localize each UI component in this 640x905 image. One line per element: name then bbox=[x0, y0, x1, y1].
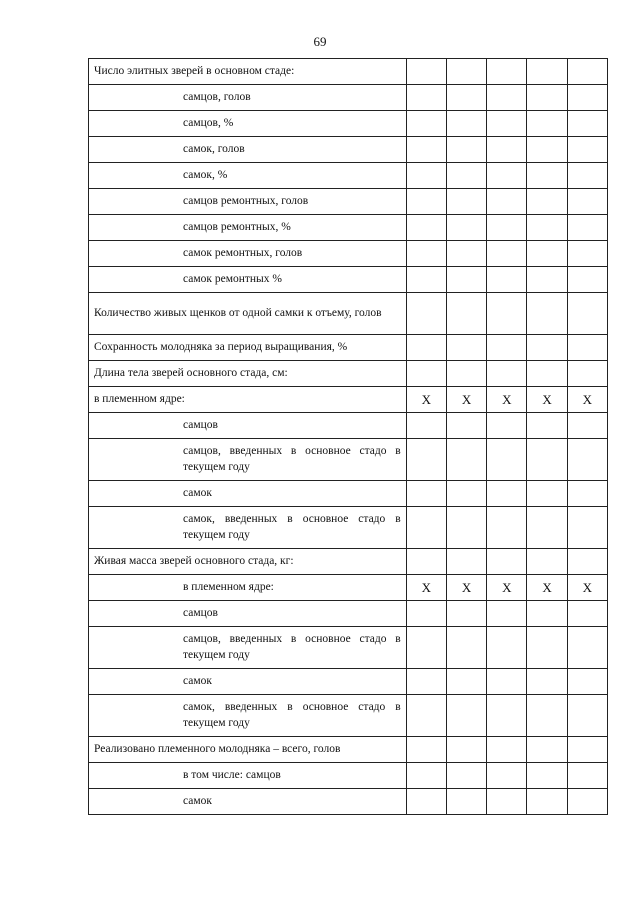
table-row bbox=[89, 215, 608, 241]
value-cell[interactable] bbox=[527, 481, 567, 507]
value-cell[interactable] bbox=[406, 293, 446, 335]
page-number: 69 bbox=[313, 34, 327, 49]
value-cell[interactable] bbox=[446, 85, 486, 111]
value-cell[interactable] bbox=[406, 669, 446, 695]
value-cell[interactable] bbox=[446, 293, 486, 335]
value-cell[interactable] bbox=[406, 267, 446, 293]
value-cell[interactable] bbox=[487, 163, 527, 189]
value-cell[interactable] bbox=[487, 627, 527, 669]
value-cell[interactable] bbox=[487, 695, 527, 737]
value-cell[interactable] bbox=[527, 335, 567, 361]
value-cell[interactable] bbox=[406, 215, 446, 241]
table-row bbox=[89, 387, 608, 413]
value-cell[interactable] bbox=[487, 241, 527, 267]
value-cell[interactable] bbox=[567, 267, 607, 293]
value-cell[interactable] bbox=[527, 241, 567, 267]
row-label: самцов bbox=[89, 413, 407, 439]
row-label: самцов ремонтных, голов bbox=[89, 189, 407, 215]
value-cell[interactable] bbox=[446, 413, 486, 439]
value-cell[interactable] bbox=[487, 737, 527, 763]
value-cell[interactable] bbox=[406, 627, 446, 669]
value-cell[interactable] bbox=[406, 163, 446, 189]
value-cell[interactable] bbox=[567, 85, 607, 111]
value-cell[interactable] bbox=[446, 669, 486, 695]
value-cell[interactable] bbox=[567, 59, 607, 85]
value-cell[interactable] bbox=[527, 627, 567, 669]
value-cell[interactable]: Х bbox=[567, 387, 607, 413]
row-label: самцов, голов bbox=[89, 85, 407, 111]
row-label: самцов bbox=[89, 601, 407, 627]
value-cell[interactable] bbox=[446, 695, 486, 737]
value-cell[interactable] bbox=[567, 481, 607, 507]
value-cell[interactable] bbox=[487, 137, 527, 163]
value-cell[interactable] bbox=[487, 59, 527, 85]
row-label: самцов ремонтных, % bbox=[89, 215, 407, 241]
value-cell[interactable] bbox=[406, 601, 446, 627]
value-cell[interactable] bbox=[406, 789, 446, 815]
livestock-form-table bbox=[88, 58, 608, 815]
value-cell[interactable] bbox=[446, 241, 486, 267]
value-cell[interactable] bbox=[567, 439, 607, 481]
row-label: самок ремонтных % bbox=[89, 267, 407, 293]
value-cell[interactable] bbox=[446, 507, 486, 549]
value-cell[interactable] bbox=[487, 507, 527, 549]
value-cell[interactable] bbox=[567, 413, 607, 439]
value-cell[interactable] bbox=[446, 335, 486, 361]
value-cell[interactable] bbox=[487, 481, 527, 507]
value-cell[interactable] bbox=[567, 763, 607, 789]
table-row bbox=[89, 111, 608, 137]
value-cell[interactable] bbox=[446, 789, 486, 815]
value-cell[interactable] bbox=[527, 293, 567, 335]
value-cell[interactable] bbox=[527, 439, 567, 481]
value-cell[interactable] bbox=[446, 361, 486, 387]
value-cell[interactable] bbox=[446, 137, 486, 163]
row-label: самцов, введенных в основное стадо в текущем году bbox=[89, 627, 407, 669]
value-cell[interactable] bbox=[487, 361, 527, 387]
value-cell[interactable] bbox=[406, 241, 446, 267]
value-cell[interactable] bbox=[567, 163, 607, 189]
value-cell[interactable] bbox=[446, 59, 486, 85]
value-cell[interactable] bbox=[487, 439, 527, 481]
row-label: самцов, % bbox=[89, 111, 407, 137]
row-label: самок, голов bbox=[89, 137, 407, 163]
value-cell[interactable] bbox=[567, 293, 607, 335]
value-cell[interactable] bbox=[406, 111, 446, 137]
table-row bbox=[89, 163, 608, 189]
row-label: в том числе: самцов bbox=[89, 763, 407, 789]
value-cell[interactable] bbox=[527, 601, 567, 627]
row-label: Реализовано племенного молодняка – всего, голов bbox=[89, 737, 407, 763]
value-cell[interactable] bbox=[406, 189, 446, 215]
value-cell[interactable] bbox=[406, 439, 446, 481]
value-cell[interactable] bbox=[527, 549, 567, 575]
value-cell[interactable] bbox=[487, 335, 527, 361]
row-label: самок bbox=[89, 789, 407, 815]
table-row bbox=[89, 335, 608, 361]
row-label: самок, введенных в основное стадо в текущем году bbox=[89, 695, 407, 737]
value-cell[interactable] bbox=[567, 111, 607, 137]
value-cell[interactable] bbox=[527, 163, 567, 189]
value-cell[interactable] bbox=[406, 763, 446, 789]
value-cell[interactable]: Х bbox=[446, 387, 486, 413]
value-cell[interactable] bbox=[487, 763, 527, 789]
value-cell[interactable] bbox=[406, 335, 446, 361]
value-cell[interactable] bbox=[487, 189, 527, 215]
row-label: Количество живых щенков от одной самки к отъему, голов bbox=[89, 293, 407, 335]
value-cell[interactable] bbox=[446, 439, 486, 481]
table-row bbox=[89, 627, 608, 669]
table-row bbox=[89, 189, 608, 215]
value-cell[interactable] bbox=[487, 293, 527, 335]
value-cell[interactable] bbox=[406, 137, 446, 163]
table-row bbox=[89, 601, 608, 627]
row-label: Число элитных зверей в основном стаде: bbox=[89, 59, 407, 85]
table-row bbox=[89, 439, 608, 481]
table-row bbox=[89, 575, 608, 601]
value-cell[interactable] bbox=[446, 481, 486, 507]
value-cell[interactable] bbox=[567, 361, 607, 387]
table-row bbox=[89, 361, 608, 387]
value-cell[interactable] bbox=[446, 111, 486, 137]
value-cell[interactable] bbox=[406, 361, 446, 387]
value-cell[interactable] bbox=[487, 215, 527, 241]
value-cell[interactable] bbox=[406, 737, 446, 763]
table-row bbox=[89, 549, 608, 575]
value-cell[interactable] bbox=[527, 137, 567, 163]
row-label: в племенном ядре: bbox=[89, 387, 407, 413]
table-row bbox=[89, 763, 608, 789]
value-cell[interactable] bbox=[446, 163, 486, 189]
value-cell[interactable] bbox=[487, 549, 527, 575]
row-label: самок bbox=[89, 481, 407, 507]
value-cell[interactable] bbox=[406, 507, 446, 549]
table-row bbox=[89, 85, 608, 111]
value-cell[interactable]: Х bbox=[527, 575, 567, 601]
value-cell[interactable] bbox=[487, 789, 527, 815]
table-row bbox=[89, 695, 608, 737]
value-cell[interactable] bbox=[567, 215, 607, 241]
table-row bbox=[89, 267, 608, 293]
value-cell[interactable] bbox=[406, 549, 446, 575]
value-cell[interactable] bbox=[567, 335, 607, 361]
value-cell[interactable] bbox=[527, 507, 567, 549]
table-row bbox=[89, 241, 608, 267]
table-row bbox=[89, 669, 608, 695]
row-label: самок ремонтных, голов bbox=[89, 241, 407, 267]
value-cell[interactable] bbox=[567, 601, 607, 627]
value-cell[interactable] bbox=[487, 669, 527, 695]
row-label: самок, введенных в основное стадо в текущем году bbox=[89, 507, 407, 549]
value-cell[interactable]: Х bbox=[446, 575, 486, 601]
value-cell[interactable] bbox=[446, 737, 486, 763]
value-cell[interactable] bbox=[446, 763, 486, 789]
table-row bbox=[89, 507, 608, 549]
value-cell[interactable] bbox=[567, 669, 607, 695]
value-cell[interactable] bbox=[446, 601, 486, 627]
table-row bbox=[89, 737, 608, 763]
value-cell[interactable] bbox=[527, 59, 567, 85]
value-cell[interactable] bbox=[406, 85, 446, 111]
value-cell[interactable]: Х bbox=[527, 387, 567, 413]
table-row bbox=[89, 413, 608, 439]
value-cell[interactable] bbox=[527, 189, 567, 215]
value-cell[interactable] bbox=[446, 267, 486, 293]
value-cell[interactable]: Х bbox=[406, 387, 446, 413]
value-cell[interactable] bbox=[446, 627, 486, 669]
value-cell[interactable] bbox=[567, 549, 607, 575]
value-cell[interactable]: Х bbox=[567, 575, 607, 601]
value-cell[interactable] bbox=[567, 789, 607, 815]
value-cell[interactable]: Х bbox=[487, 387, 527, 413]
value-cell[interactable] bbox=[527, 669, 567, 695]
value-cell[interactable] bbox=[527, 695, 567, 737]
row-label: самок bbox=[89, 669, 407, 695]
row-label: в племенном ядре: bbox=[89, 575, 407, 601]
table-row bbox=[89, 293, 608, 335]
value-cell[interactable] bbox=[527, 789, 567, 815]
table-row bbox=[89, 59, 608, 85]
table-row bbox=[89, 481, 608, 507]
value-cell[interactable] bbox=[567, 189, 607, 215]
value-cell[interactable] bbox=[406, 481, 446, 507]
row-label: самок, % bbox=[89, 163, 407, 189]
value-cell[interactable] bbox=[446, 215, 486, 241]
value-cell[interactable] bbox=[487, 601, 527, 627]
value-cell[interactable] bbox=[567, 137, 607, 163]
value-cell[interactable] bbox=[487, 267, 527, 293]
value-cell[interactable] bbox=[567, 507, 607, 549]
table-row bbox=[89, 137, 608, 163]
value-cell[interactable] bbox=[446, 189, 486, 215]
value-cell[interactable] bbox=[527, 737, 567, 763]
row-label: самцов, введенных в основное стадо в текущем году bbox=[89, 439, 407, 481]
value-cell[interactable] bbox=[446, 549, 486, 575]
value-cell[interactable] bbox=[527, 85, 567, 111]
value-cell[interactable]: Х bbox=[487, 575, 527, 601]
value-cell[interactable] bbox=[406, 695, 446, 737]
value-cell[interactable] bbox=[527, 413, 567, 439]
value-cell[interactable] bbox=[567, 627, 607, 669]
value-cell[interactable] bbox=[567, 241, 607, 267]
value-cell[interactable] bbox=[567, 695, 607, 737]
value-cell[interactable] bbox=[487, 111, 527, 137]
value-cell[interactable] bbox=[527, 111, 567, 137]
value-cell[interactable] bbox=[487, 85, 527, 111]
value-cell[interactable] bbox=[527, 215, 567, 241]
value-cell[interactable] bbox=[527, 763, 567, 789]
value-cell[interactable] bbox=[406, 413, 446, 439]
table-body bbox=[89, 59, 608, 815]
value-cell[interactable] bbox=[567, 737, 607, 763]
value-cell[interactable] bbox=[487, 413, 527, 439]
table-row bbox=[89, 789, 608, 815]
value-cell[interactable] bbox=[527, 267, 567, 293]
row-label: Длина тела зверей основного стада, см: bbox=[89, 361, 407, 387]
row-label: Живая масса зверей основного стада, кг: bbox=[89, 549, 407, 575]
value-cell[interactable] bbox=[527, 361, 567, 387]
row-label: Сохранность молодняка за период выращивания, % bbox=[89, 335, 407, 361]
value-cell[interactable]: Х bbox=[406, 575, 446, 601]
value-cell[interactable] bbox=[406, 59, 446, 85]
